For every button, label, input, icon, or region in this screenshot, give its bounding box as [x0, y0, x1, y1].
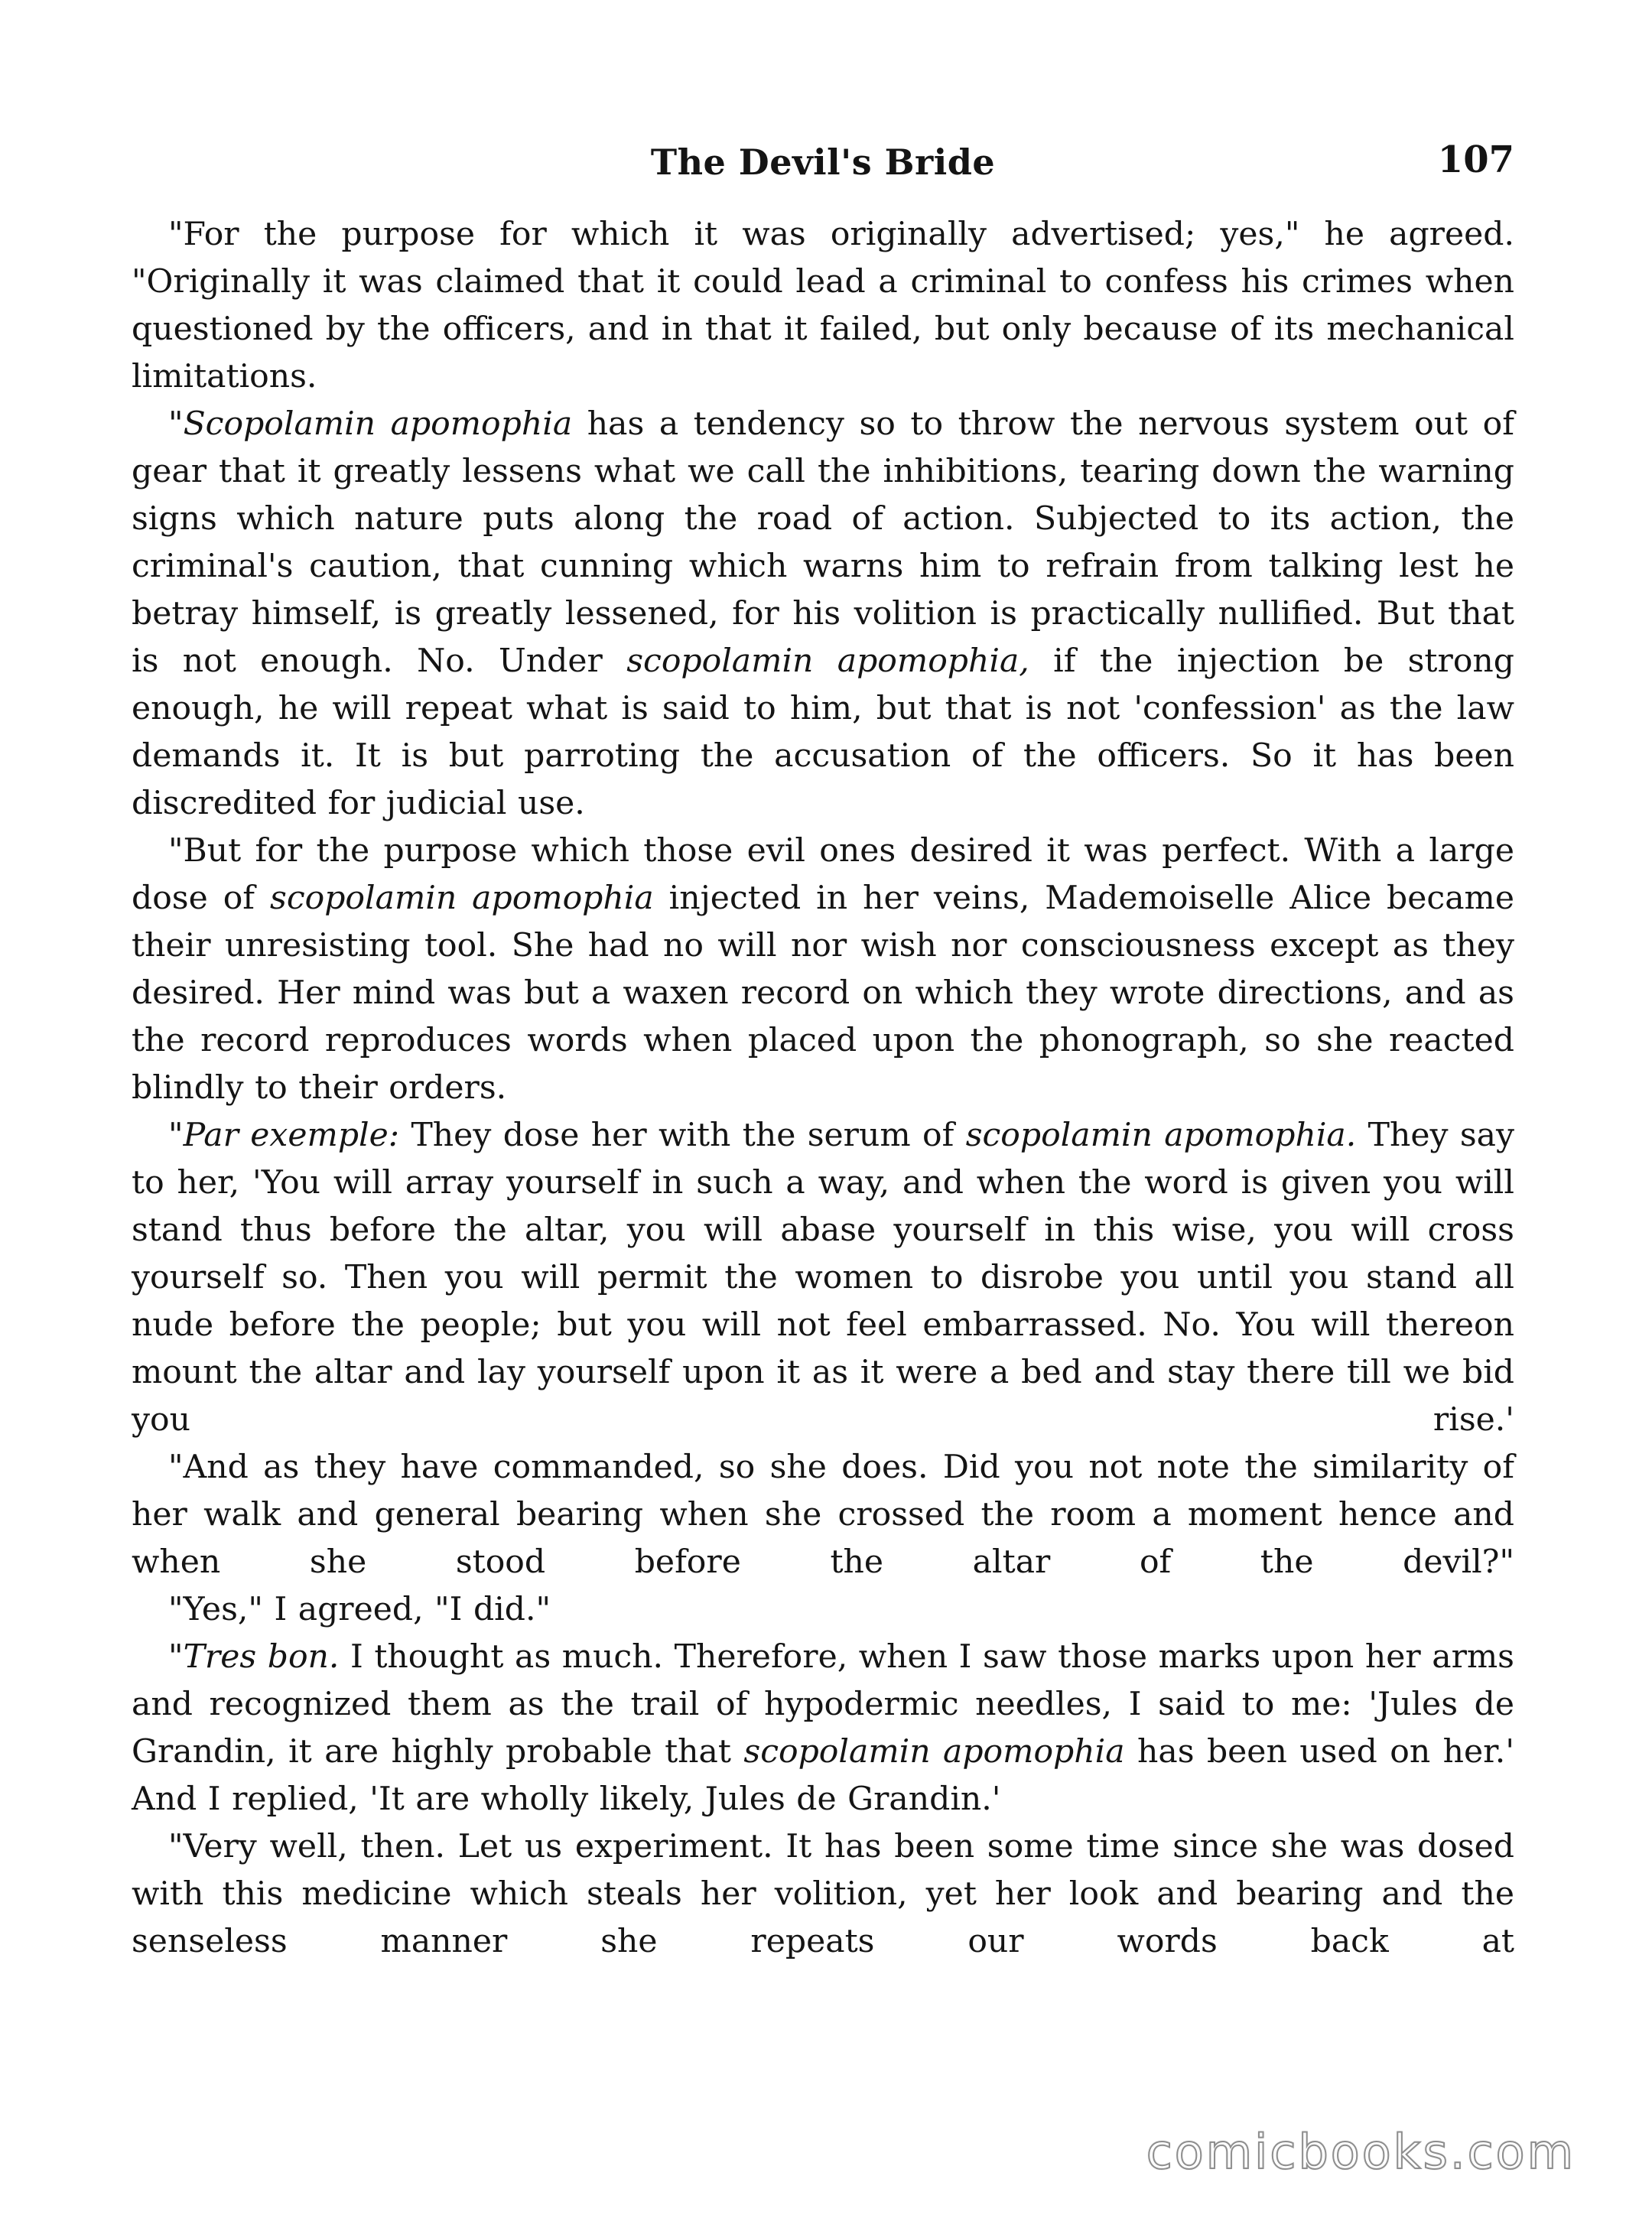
italic-text: scopolamin apomophia	[743, 1733, 1125, 1771]
text-run: "	[168, 1638, 184, 1676]
text-run: I thought as much. Therefore, when I saw those marks upon her arms and recognized them as the trail of hypodermic needles, I said to me: 'Jules de Grandin, it are highly probable that	[132, 1638, 1514, 1771]
italic-text: Scopolamin apomophia	[183, 405, 573, 443]
paragraph	[132, 828, 1514, 1112]
italic-text: scopolamin apomophia	[270, 880, 654, 917]
text-run: "	[168, 1117, 184, 1154]
watermark-logo: comicbooks.com	[1146, 2124, 1576, 2180]
body-text	[132, 211, 1514, 1966]
text-run: "	[168, 405, 184, 443]
italic-text: scopolamin apomophia,	[626, 642, 1029, 680]
paragraph	[132, 1112, 1514, 1444]
page-header	[132, 138, 1514, 195]
text-run: "Yes," I agreed, "I did."	[168, 1591, 551, 1628]
text-run: has a tendency so to throw the nervous system out of gear that it greatly lessens what we call the inhibitions, tearing down the warning signs which nature puts along the road of action. Subjected to its action, the criminal's caution, that cunning which warns him to refrain from talking lest he betray himself, is greatly lessened, for his volition is practically nullified. But that is not enough. No. Under	[132, 405, 1514, 680]
italic-text: Par exemple:	[183, 1117, 400, 1154]
running-title: The Devil's Bride	[650, 141, 996, 183]
text-run: They dose her with the serum of	[399, 1117, 966, 1154]
paragraph	[132, 401, 1514, 828]
text-run: injected in her veins, Mademoiselle Alice became their unresisting tool. She had no will nor wish nor consciousness except as they desired. Her mind was but a waxen record on which they wrote directions, and as the record reproduces words when placed upon the phonograph, so she reacted blindly to their orders.	[132, 880, 1515, 1107]
text-run: "Very well, then. Let us experiment. It has been some time since she was dosed with this medicine which steals her volition, yet her look and bearing and the senseless manner she repeats our words back at	[132, 1828, 1514, 1960]
paragraph	[132, 1586, 1514, 1634]
paragraph	[132, 211, 1514, 401]
page-number: 107	[1437, 138, 1514, 181]
text-run: "For the purpose for which it was originally advertised; yes," he agreed. "Originally it was claimed that it could lead a criminal to confess his crimes when questioned by the officers, and in that it failed, but only because of its mechanical limitations.	[132, 216, 1514, 395]
text-run: has been used on her.' And I replied, 'It are wholly likely, Jules de Grandin.'	[132, 1733, 1514, 1818]
italic-text: Tres bon.	[183, 1638, 340, 1676]
paragraph	[132, 1823, 1514, 1966]
paragraph	[132, 1634, 1514, 1823]
italic-text: scopolamin apomophia.	[965, 1117, 1357, 1154]
text-run: if the injection be strong enough, he will repeat what is said to him, but that is not 'confession' as the law demands it. It is but parroting the accusation of the officers. So it has been discredited for judicial use.	[132, 642, 1514, 822]
text-run: "And as they have commanded, so she does. Did you not note the similarity of her walk and general bearing when she crossed the room a moment hence and when she stood before the altar of the devil?"	[132, 1449, 1514, 1581]
text-run: "But for the purpose which those evil ones desired it was perfect. With a large dose of	[132, 832, 1514, 917]
paragraph	[132, 1444, 1514, 1586]
text-run: They say to her, 'You will array yourself in such a way, and when the word is given you will stand thus before the altar, you will abase yourself in this wise, you will cross yourself so. Then you will permit the women to disrobe you until you stand all nude before the people; but you will not feel embarrassed. No. You will thereon mount the altar and lay yourself upon it as it were a bed and stay there till we bid you rise.'	[132, 1117, 1515, 1439]
